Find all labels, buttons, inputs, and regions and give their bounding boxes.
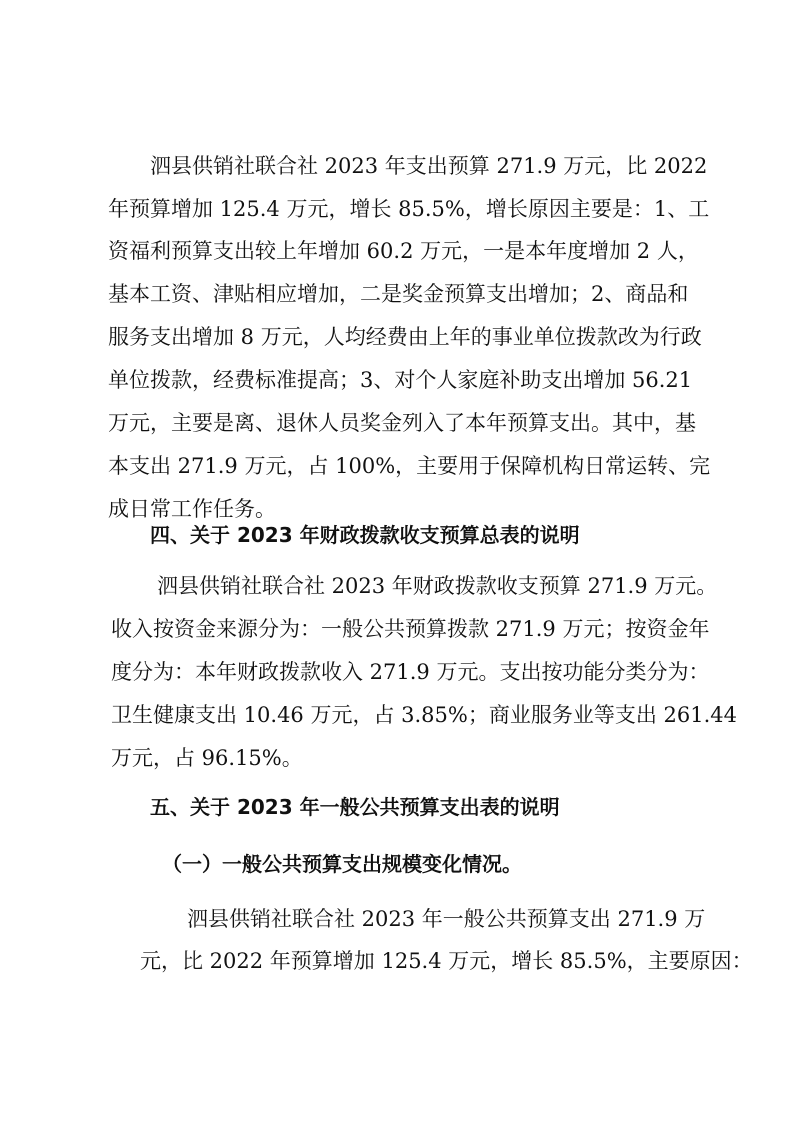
subsection-heading-1: （一）一般公共预算支出规模变化情况。 [162,852,522,876]
paragraph-line: 万元，占 96.15%。 [111,746,303,770]
paragraph-line: 资福利预算支出较上年增加 60.2 万元，一是本年度增加 2 人， [108,239,699,263]
section-heading-5: 五、关于 2023 年一般公共预算支出表的说明 [150,795,560,819]
paragraph-line: 度分为：本年财政拨款收入 271.9 万元。支出按功能分类分为： [111,660,710,684]
paragraph-line: 基本工资、津贴相应增加，二是奖金预算支出增加；2、商品和 [108,282,689,306]
paragraph-line: 泗县供销社联合社 2023 年支出预算 271.9 万元，比 2022 [150,154,708,178]
paragraph-line: 服务支出增加 8 万元，人均经费由上年的事业单位拨款改为行政 [108,325,702,349]
section-heading-4: 四、关于 2023 年财政拨款收支预算总表的说明 [150,523,580,547]
paragraph-line: 本支出 271.9 万元，占 100%，主要用于保障机构日常运转、完 [108,454,711,478]
paragraph-line: 单位拨款，经费标准提高；3、对个人家庭补助支出增加 56.21 [108,368,693,392]
paragraph-line: 成日常工作任务。 [108,497,276,521]
paragraph-line: 万元，主要是离、退休人员奖金列入了本年预算支出。其中，基 [108,411,696,435]
paragraph-line: 年预算增加 125.4 万元，增长 85.5%，增长原因主要是：1、工 [108,197,710,221]
paragraph-line: 泗县供销社联合社 2023 年一般公共预算支出 271.9 万 [187,907,706,931]
paragraph-line: 泗县供销社联合社 2023 年财政拨款收支预算 271.9 万元。 [157,574,718,598]
paragraph-line: 卫生健康支出 10.46 万元，占 3.85%；商业服务业等支出 261.44 [111,703,738,727]
paragraph-line: 收入按资金来源分为：一般公共预算拨款 271.9 万元；按资金年 [111,617,710,641]
paragraph-line: 元，比 2022 年预算增加 125.4 万元，增长 85.5%，主要原因： [140,949,753,973]
